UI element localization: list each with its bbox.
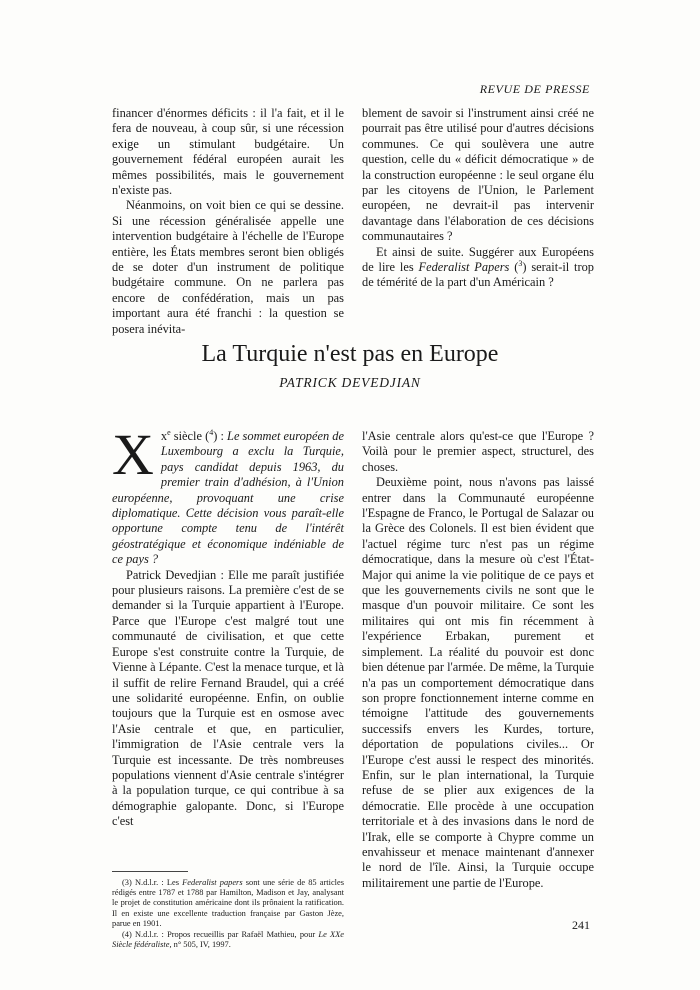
top-left-column [112,106,344,337]
page-number: 241 [572,918,590,932]
article-title: La Turquie n'est pas en Europe [201,341,499,367]
text-run: sont une série de 85 articles rédigés entre 1787 et 1788 par Hamilton, Madison et Jay, analysant le projet de constitution américaine dont ils prônaient la ratification. Il en existe une excellente traduction française par Gaston Jèze, parue en 1901. [112,878,344,928]
text-run: Federalist Papers [418,260,510,275]
paragraph: financer d'énormes déficits : il l'a fait, et il le fera de nouveau, à coup sûr, si une récession exige un stimulant budgétaire. Un gouvernement fédéral européen aurait les mêmes possibilités, mais le gouvernement n'existe pas. [112,106,344,198]
superscript: e [167,427,171,437]
paragraph: Patrick Devedjian : Elle me paraît justifiée pour plusieurs raisons. La première c'est de se demander si la Turquie appartient à l'Europe. Parce que l'Europe c'est malgré tout une communauté de civilisation, et que cette Europe s'est construite contre la Turquie, de Vienne à Lépante. C'est la menace turque, et là il suffit de relire Fernand Braudel, qui a créé une solidarité européenne. Enfin, on oublie toujours que la Turquie est en osmose avec l'Asie centrale et que, en particulier, l'immigration de l'Asie centrale vers la Turquie est incessante. De très nombreuses populations viennent d'Asie centrale s'intégrer à la population turque, ce qui contribue à sa démographie galopante. Donc, si l'Europe c'est [112,567,344,829]
paragraph: Néanmoins, on voit bien ce qui se dessine. Si une récession généralisée appelle une intervention budgétaire à l'échelle de l'Europe entière, les États membres seront bien obligés de se doter d'un instrument de politique budgétaire commune. On ne parlera pas encore de confédération, mais un pas important aura été franchi : la question se posera inévita- [112,198,344,336]
article-author: PATRICK DEVEDJIAN [279,375,421,390]
footnote-divider [112,871,188,872]
text-run: Federalist papers [182,878,243,887]
paragraph: Et ainsi de suite. Suggérer aux Européens de lire les Federalist Papers ($^3$) serait-il trop de témérité de la part d'un Américain ? [362,244,595,290]
paragraph: Deuxième point, nous n'avons pas laissé entrer dans la Communauté européenne l'Espagne de Franco, le Portugal de Salazar ou la Grèce des Colonels. Il est bien évident que l'actuel régime turc n'est pas un régime démocratique, dans la mesure où c'est l'État-Major qui anime la vie politique de ce pays et que les gouvernements civils ne sont que le masque d'un pouvoir militaire. Ce sont les militaires qui ont mis fin récemment à l'expérience Erbakan, purement et simplement. La réalité du pouvoir est donc bien détenue par l'armée. De même, la Turquie n'a pas un comportement démocratique dans son propre fonctionnement interne comme en témoigne l'attitude des gouvernements successifs envers les Kurdes, torture, déportation de populations civiles... Or l'Europe c'est aussi le respect des minorités. Enfin, sur le plan international, la Turquie refuse de se plier aux exigences de la démocratie. Elle procède à une occupation territoriale et à des invasions dans le nord de l'Irak, elle se comporte à Chypre comme un envahisseur et menace maintenant d'annexer le nord de l'île. Ainsi, la Turquie occupe militairement une partie de l'Europe. [362,475,594,890]
footnote-4 [112,930,344,950]
body-right-column [362,429,594,891]
paragraph: l'Asie centrale alors qu'est-ce que l'Europe ? Voilà pour le premier aspect, structurel, des choses. [362,429,594,474]
text-run: ) : [213,429,228,443]
text-run: n° 505, IV, 1997. [171,940,231,950]
text-run: (3) N.d.l.r. : Les [122,878,183,887]
text-run: x [160,429,168,443]
footnote-ref: 3 [518,258,523,268]
drop-cap: X [112,422,154,487]
text-run: Le XXe Siècle fédéraliste, [112,930,344,950]
text-run: siècle ( [170,429,210,443]
footnote-3 [112,878,344,929]
text-run: serait-il trop de témérité de la part d'un Américain ? [362,260,595,290]
text-run: Et ainsi de suite. Suggérer aux Européens de lire les [362,244,594,275]
footnotes [112,878,344,951]
footnote-ref: 4 [209,427,214,437]
running-head: REVUE DE PRESSE [479,82,590,96]
interview-question: Le sommet européen de Luxembourg a exclu la Turquie, pays candidat depuis 1963, du premier train d'adhésion, à l'Union européenne, provoquant une crise diplomatique. Cette décision vous paraît-elle opportune compte tenu de l'intérêt géostratégique et économique indéniable de ce pays ? [112,429,344,567]
paragraph: blement de savoir si l'instrument ainsi créé ne pourrait pas être utilisé pour d'autres décisions communes. Ce qui soulèvera une autre question, celle du « déficit démocratique » de la construction européenne : le seul organe élu par les citoyens de l'Union, le Parlement européen, ne devrait-il pas intervenir davantage dans l'élaboration de ces décisions communautaires ? [362,106,594,244]
body-left-column [112,422,344,830]
top-right-column [362,106,594,291]
lead-paragraph [112,422,344,568]
text-run: (4) N.d.l.r. : Propos recueillis par Rafaël Mathieu, pour [122,930,319,940]
